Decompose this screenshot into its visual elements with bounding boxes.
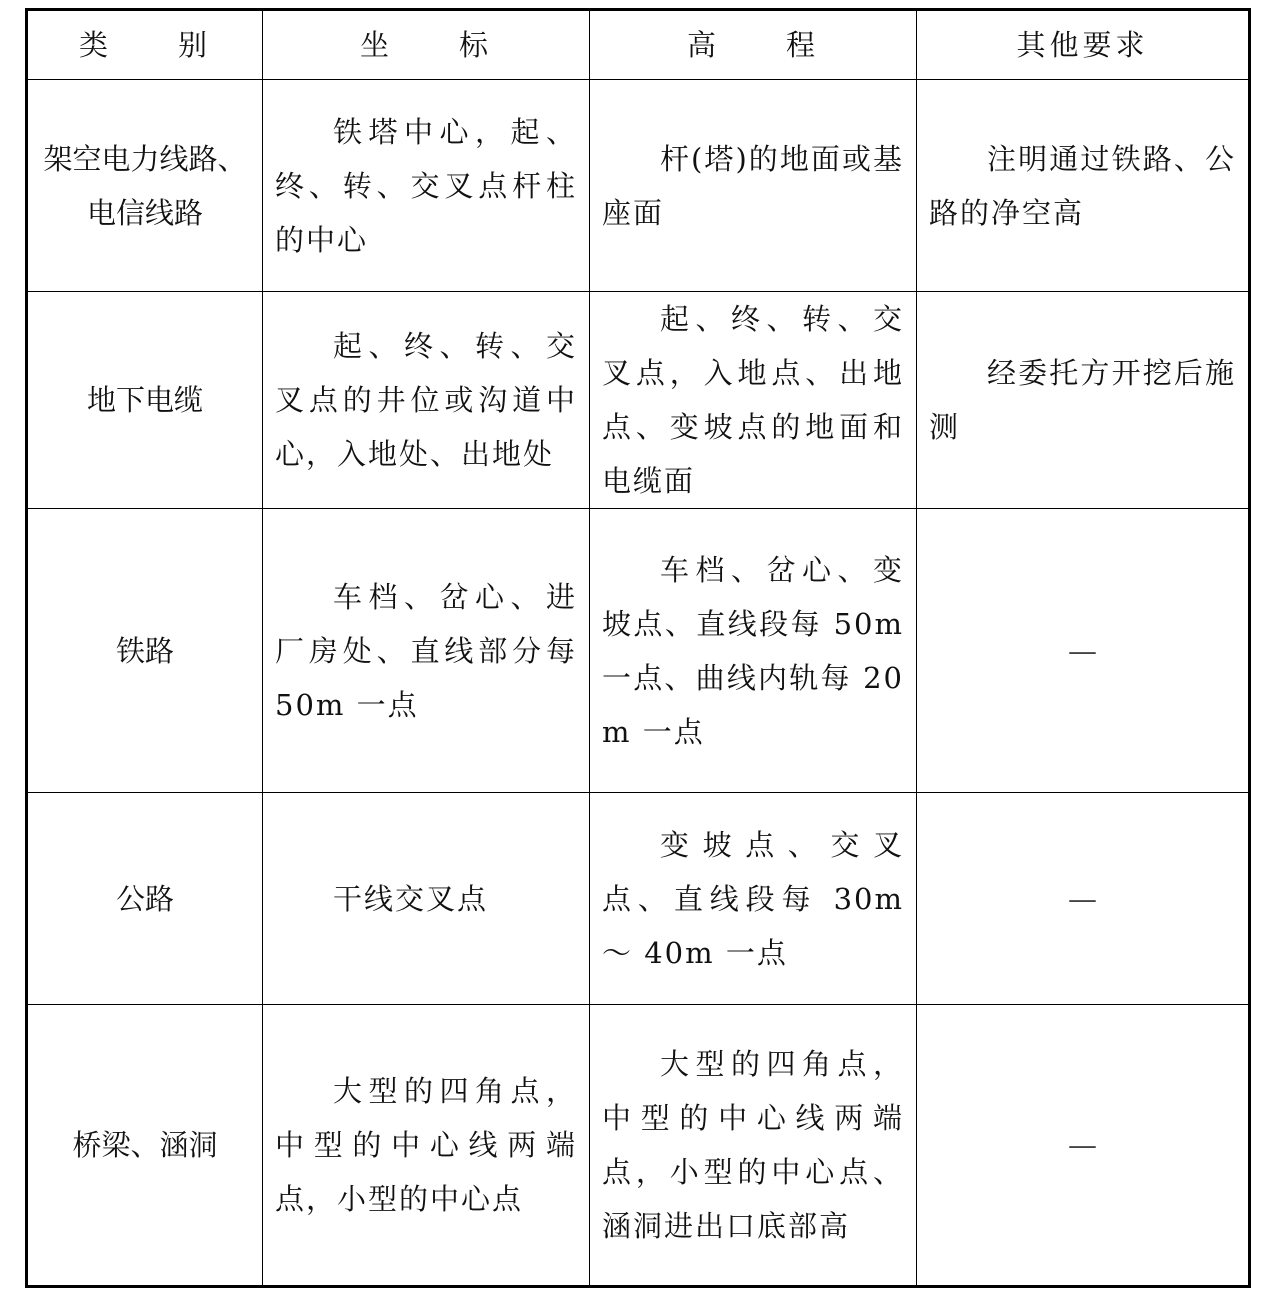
table-row bbox=[27, 80, 1250, 292]
cell-category: 架空电力线路、电信线路 bbox=[27, 80, 263, 292]
survey-requirements-table bbox=[25, 8, 1251, 1288]
cell-coordinate-text: 车档、岔心、进厂房处、直线部分每 50m 一点 bbox=[275, 579, 577, 722]
cell-elevation-text: 车档、岔心、变坡点、直线段每 50m 一点、曲线内轨每 20m 一点 bbox=[602, 552, 904, 749]
cell-other-text: 注明通过铁路、公路的净空高 bbox=[929, 141, 1236, 230]
cell-category: 桥梁、涵洞 bbox=[27, 1005, 263, 1287]
cell-category: 铁路 bbox=[27, 509, 263, 793]
cell-coordinate bbox=[263, 509, 590, 793]
cell-other-dash: — bbox=[917, 1005, 1250, 1287]
cell-coordinate-text: 铁塔中心，起、终、转、交叉点杆柱的中心 bbox=[275, 114, 577, 257]
cell-other-dash: — bbox=[917, 793, 1250, 1005]
cell-elevation-text: 杆(塔)的地面或基座面 bbox=[602, 141, 904, 230]
header-row bbox=[27, 10, 1250, 80]
header-other-requirements: 其他要求 bbox=[917, 10, 1250, 80]
table-row bbox=[27, 793, 1250, 1005]
cell-other bbox=[917, 292, 1250, 509]
cell-coordinate bbox=[263, 292, 590, 509]
cell-elevation bbox=[590, 793, 917, 1005]
table-row bbox=[27, 1005, 1250, 1287]
cell-category: 地下电缆 bbox=[27, 292, 263, 509]
cell-other-dash: — bbox=[917, 509, 1250, 793]
cell-other-text: 经委托方开挖后施测 bbox=[929, 356, 1236, 444]
table-row bbox=[27, 292, 1250, 509]
cell-coordinate bbox=[263, 80, 590, 292]
table-row bbox=[27, 509, 1250, 793]
header-coordinate: 坐 标 bbox=[263, 10, 590, 80]
cell-coordinate-text: 干线交叉点 bbox=[333, 881, 489, 916]
cell-elevation-text: 起、终、转、交叉点，入地点、出地点、变坡点的地面和电缆面 bbox=[602, 302, 904, 498]
header-elevation: 高 程 bbox=[590, 10, 917, 80]
cell-elevation bbox=[590, 509, 917, 793]
cell-elevation-text: 变坡点、交叉点、直线段每 30m ～ 40m 一点 bbox=[602, 827, 904, 970]
cell-coordinate-text: 大型的四角点，中型的中心线两端点，小型的中心点 bbox=[275, 1074, 577, 1216]
cell-elevation bbox=[590, 292, 917, 509]
cell-other bbox=[917, 80, 1250, 292]
cell-coordinate bbox=[263, 1005, 590, 1287]
cell-elevation-text: 大型的四角点，中型的中心线两端点，小型的中心点、涵洞进出口底部高 bbox=[602, 1047, 904, 1243]
cell-elevation bbox=[590, 80, 917, 292]
cell-elevation bbox=[590, 1005, 917, 1287]
cell-category: 公路 bbox=[27, 793, 263, 1005]
cell-coordinate bbox=[263, 793, 590, 1005]
header-category: 类 别 bbox=[27, 10, 263, 80]
cell-coordinate-text: 起、终、转、交叉点的井位或沟道中心，入地处、出地处 bbox=[275, 329, 577, 471]
